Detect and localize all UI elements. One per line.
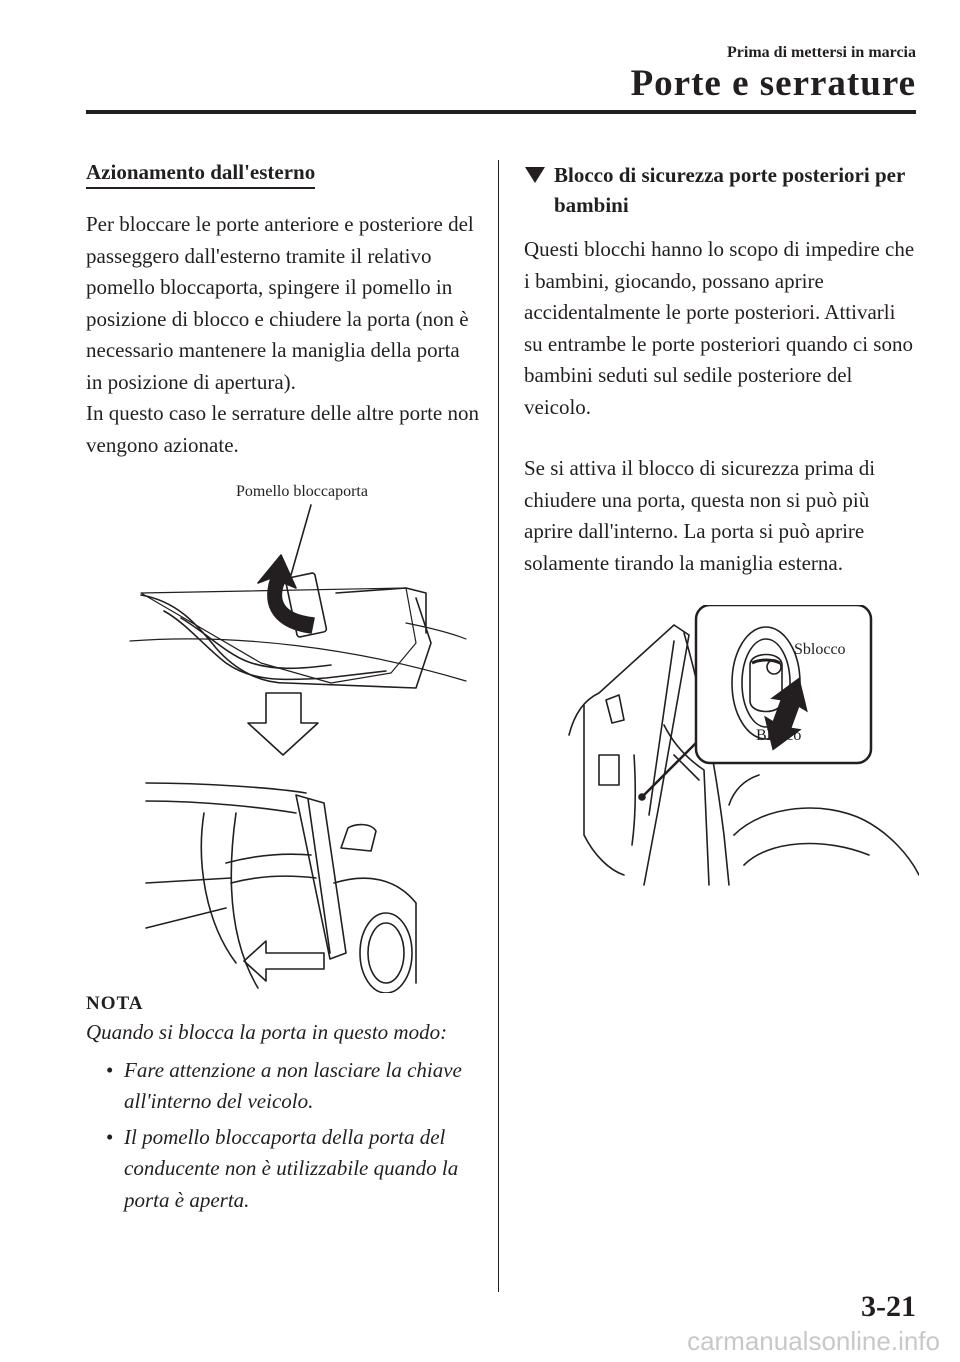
note-item: • Fare attenzione a non lasciare la chiave all'interno del veicolo. <box>86 1055 481 1118</box>
bullet-icon: • <box>106 1124 114 1149</box>
note-title: NOTA <box>86 993 144 1014</box>
note-intro: Quando si blocca la porta in questo modo: <box>86 1020 448 1044</box>
column-divider <box>498 160 499 1292</box>
paragraph-other-doors: In questo caso le serrature delle altre porte non vengono azionate. <box>86 401 480 457</box>
subheading-exterior: Azionamento dall'esterno <box>86 160 315 189</box>
heading-child-lock <box>524 160 919 220</box>
heading-child-lock-text: Blocco di sicurezza porte posteriori per bambini <box>554 163 905 217</box>
bullet-icon: • <box>106 1057 114 1082</box>
child-lock-illustration-svg <box>524 605 919 895</box>
section-title: Porte e serrature <box>630 63 916 104</box>
figure-label-unlock: Sblocco <box>794 641 846 658</box>
left-column <box>86 160 481 1220</box>
figure-lock-knob <box>86 483 481 993</box>
door-illustration-svg <box>86 483 481 993</box>
note-list <box>86 1055 481 1217</box>
right-column <box>524 160 919 895</box>
note-item: • Il pomello bloccaporta della porta del conducente non è utilizzabile quando la porta è aperta. <box>86 1122 481 1217</box>
paragraph-child-lock-purpose: Questi blocchi hanno lo scopo di impedire che i bambini, giocando, possano aprire accidentalmente le porte posteriori. Attivarli su entrambe le porte posteriori quando ci sono bambini seduti sul sedile posteriore del veicolo. <box>524 237 915 419</box>
page-number: 3-21 <box>861 1290 916 1323</box>
watermark: carmanualsonline.info <box>687 1326 940 1356</box>
header-rule <box>86 110 916 114</box>
figure-child-lock <box>524 605 919 895</box>
chapter-title: Prima di mettersi in marcia <box>727 44 916 61</box>
figure-label-lock: Blocco <box>756 727 802 744</box>
figure-label-lock-knob: Pomello bloccaporta <box>236 483 368 500</box>
paragraph-lock-instructions: Per bloccare le porte anteriore e posteriore del passeggero dall'esterno tramite il relativo pomello bloccaporta, spingere il pomello in posizione di blocco e chiudere la porta (non è necessario mantenere la maniglia della porta in posizione di apertura). <box>86 212 474 394</box>
paragraph-child-lock-effect: Se si attiva il blocco di sicurezza prima di chiudere una porta, questa non si può più aprire dall'interno. La porta si può aprire solamente tirando la maniglia esterna. <box>524 456 876 575</box>
triangle-down-icon <box>524 166 546 184</box>
